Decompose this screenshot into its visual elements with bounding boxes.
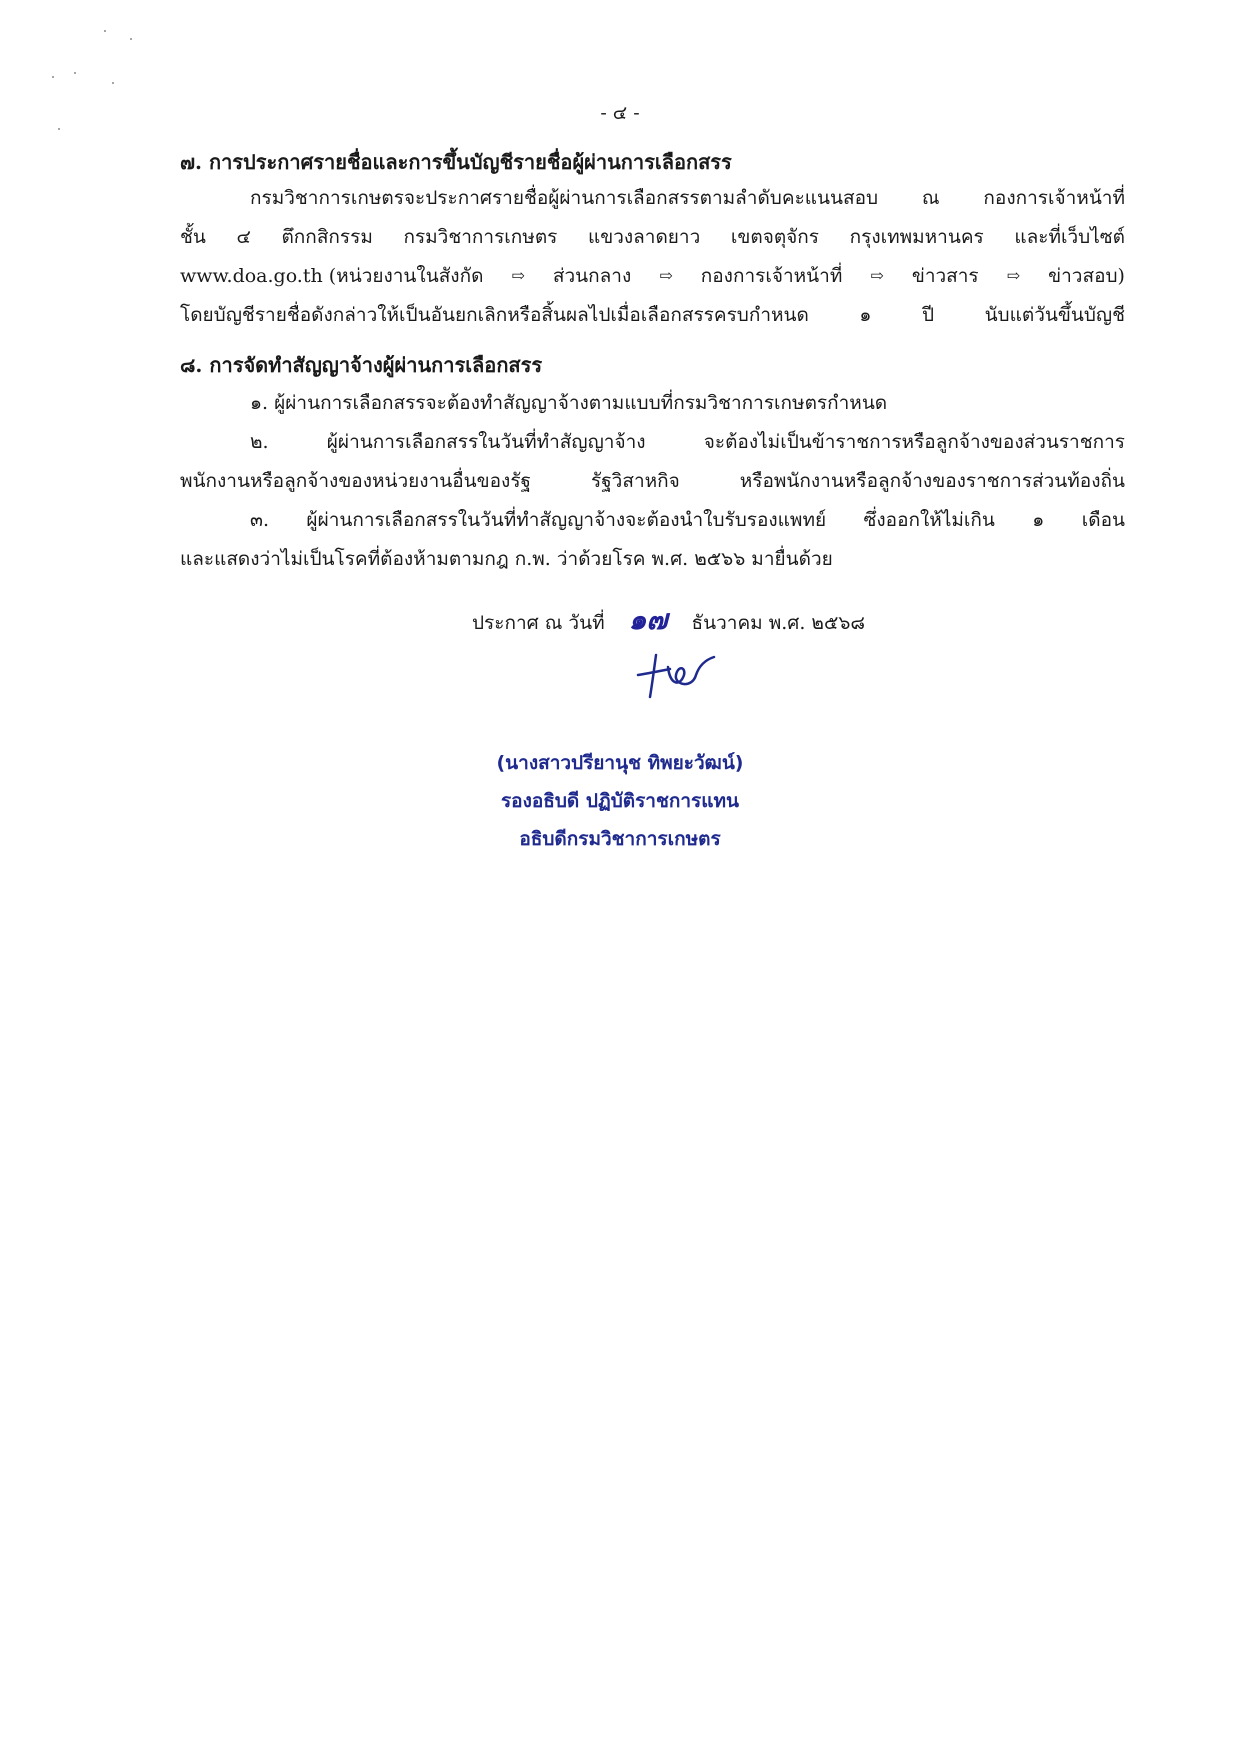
section8-item-1: ๑. ผู้ผ่านการเลือกสรรจะต้องทำสัญญาจ้างตามแบบที่กรมวิชาการเกษตรกำหนด xyxy=(250,392,888,414)
path-item-personnel: กองการเจ้าหน้าที่ xyxy=(700,265,843,287)
page-number: - ๔ - xyxy=(600,102,640,124)
section8-item-3-line-2: และแสดงว่าไม่เป็นโรคที่ต้องห้ามตามกฎ ก.พ. ว่าด้วยโรค พ.ศ. ๒๕๖๖ มายื่นด้วย xyxy=(180,548,833,570)
announcement-day: ๑๗ xyxy=(628,603,668,636)
signer-position-2: อธิบดีกรมวิชาการเกษตร xyxy=(519,828,721,850)
right-arrow-icon: ⇨ xyxy=(659,266,673,285)
section8-item-3-line-1: ๓. ผู้ผ่านการเลือกสรรในวันที่ทำสัญญาจ้างจะต้องนำใบรับรองแพทย์ ซึ่งออกให้ไม่เกิน ๑ เดือน xyxy=(250,509,1125,531)
section7-line3-start: www.doa.go.th (หน่วยงานในสังกัด xyxy=(180,265,484,287)
announcement-prefix: ประกาศ ณ วันที่ xyxy=(472,612,605,634)
right-arrow-icon: ⇨ xyxy=(1006,266,1021,285)
path-item-central: ส่วนกลาง xyxy=(552,265,632,287)
announcement-date xyxy=(472,598,865,642)
section7-line-4: โดยบัญชีรายชื่อดังกล่าวให้เป็นอันยกเลิกหรือสิ้นผลไปเมื่อเลือกสรรครบกำหนด ๑ ปี นับแต่วันขึ้นบัญชี xyxy=(180,304,1125,326)
section7-heading: ๗. การประกาศรายชื่อและการขึ้นบัญชีรายชื่อผู้ผ่านการเลือกสรร xyxy=(180,150,732,174)
section7-line-3 xyxy=(180,261,1125,291)
section8-heading: ๘. การจัดทำสัญญาจ้างผู้ผ่านการเลือกสรร xyxy=(180,353,543,377)
section7-line-1: กรมวิชาการเกษตรจะประกาศรายชื่อผู้ผ่านการเลือกสรรตามลำดับคะแนนสอบ ณ กองการเจ้าหน้าที่ xyxy=(250,187,1125,209)
section7-line-2: ชั้น ๔ ตึกกสิกรรม กรมวิชาการเกษตร แขวงลาดยาว เขตจตุจักร กรุงเทพมหานคร และที่เว็บไซต์ xyxy=(180,226,1125,248)
section8-item-2-line-1: ๒. ผู้ผ่านการเลือกสรรในวันที่ทำสัญญาจ้าง จะต้องไม่เป็นข้าราชการหรือลูกจ้างของส่วนราชการ xyxy=(250,431,1125,453)
signer-position-1: รองอธิบดี ปฏิบัติราชการแทน xyxy=(500,790,740,812)
right-arrow-icon: ⇨ xyxy=(870,266,884,285)
path-item-news: ข่าวสาร xyxy=(911,265,979,287)
section8-item-2-line-2: พนักงานหรือลูกจ้างของหน่วยงานอื่นของรัฐ รัฐวิสาหกิจ หรือพนักงานหรือลูกจ้างของราชการส่วนท้องถิ่น xyxy=(180,470,1125,492)
handwritten-signature xyxy=(630,645,730,705)
signer-name: (นางสาวปรียานุช ทิพยะวัฒน์) xyxy=(496,752,744,774)
right-arrow-icon: ⇨ xyxy=(511,266,525,285)
path-item-exam-news: ข่าวสอบ) xyxy=(1048,265,1125,287)
announcement-month-year: ธันวาคม พ.ศ. ๒๕๖๘ xyxy=(691,612,866,634)
